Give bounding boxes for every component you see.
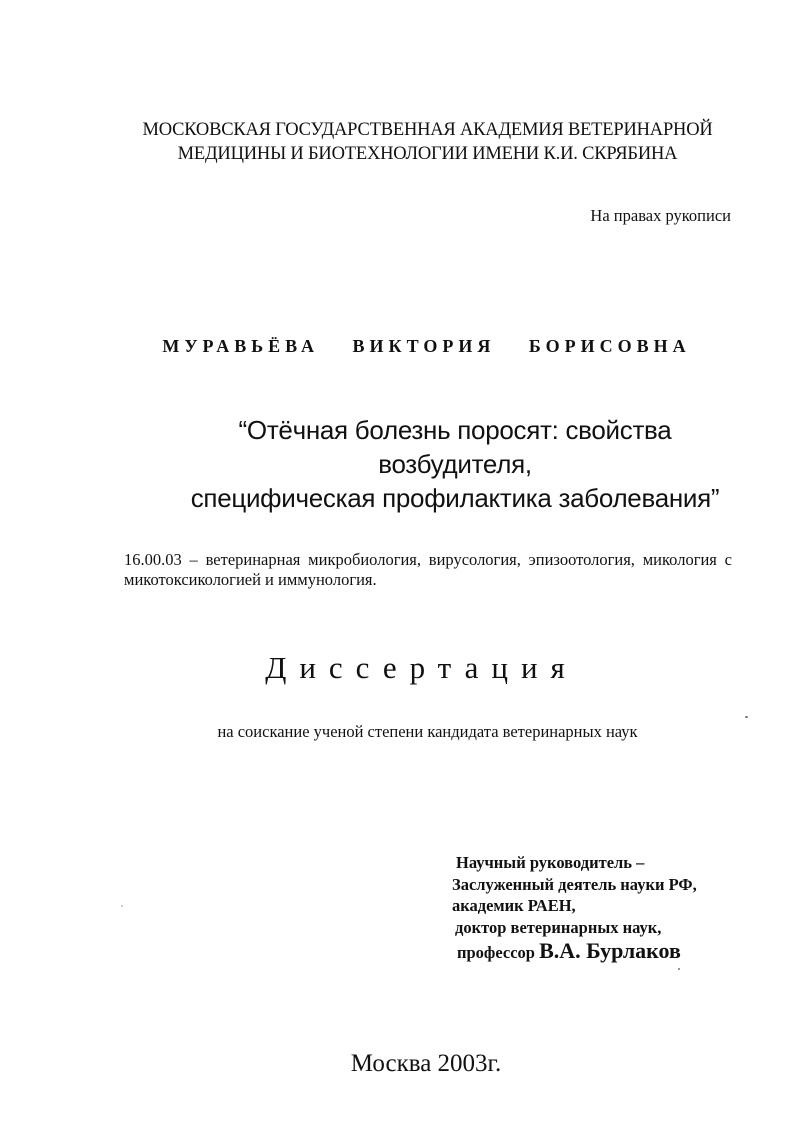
document-type-heading: Диссертация [265, 650, 578, 685]
supervisor-block [448, 852, 697, 964]
title-line-2: возбудителя, [378, 449, 532, 479]
supervisor-role: Научный руководитель – [456, 853, 645, 872]
institution-name [0, 118, 793, 166]
degree-statement: на соискание ученой степени кандидата ветеринарных наук [217, 722, 638, 741]
specialty-code-description: 16.00.03 – ветеринарная микробиология, вирусология, эпизоотология, микология с микотоксикологией и иммунология. [124, 550, 732, 589]
supervisor-name: В.А. Бурлаков [539, 938, 681, 963]
institution-line-1: МОСКОВСКАЯ ГОСУДАРСТВЕННАЯ АКАДЕМИЯ ВЕТЕРИНАРНОЙ [142, 120, 713, 140]
scan-speck [121, 905, 123, 907]
scan-speck [678, 968, 680, 970]
manuscript-rights-note: На правах рукописи [590, 206, 731, 225]
supervisor-name-line [448, 940, 697, 964]
author-name: МУРАВЬЁВА ВИКТОРИЯ БОРИСОВНА [162, 336, 691, 356]
scan-speck [745, 716, 748, 718]
institution-line-2: МЕДИЦИНЫ И БИОТЕХНОЛОГИИ ИМЕНИ К.И. СКРЯБИНА [177, 144, 678, 164]
dissertation-title [0, 413, 793, 515]
supervisor-academy: академик РАЕН, [452, 896, 576, 915]
city-and-year: Москва 2003г. [350, 1050, 502, 1077]
title-line-1: “Отёчная болезнь поросят: свойства [238, 415, 672, 445]
supervisor-rank: профессор [457, 943, 535, 962]
supervisor-honor: Заслуженный деятель науки РФ, [452, 874, 697, 894]
title-line-3: специфическая профилактика заболевания” [190, 483, 720, 513]
supervisor-degree: доктор ветеринарных наук, [455, 917, 662, 937]
